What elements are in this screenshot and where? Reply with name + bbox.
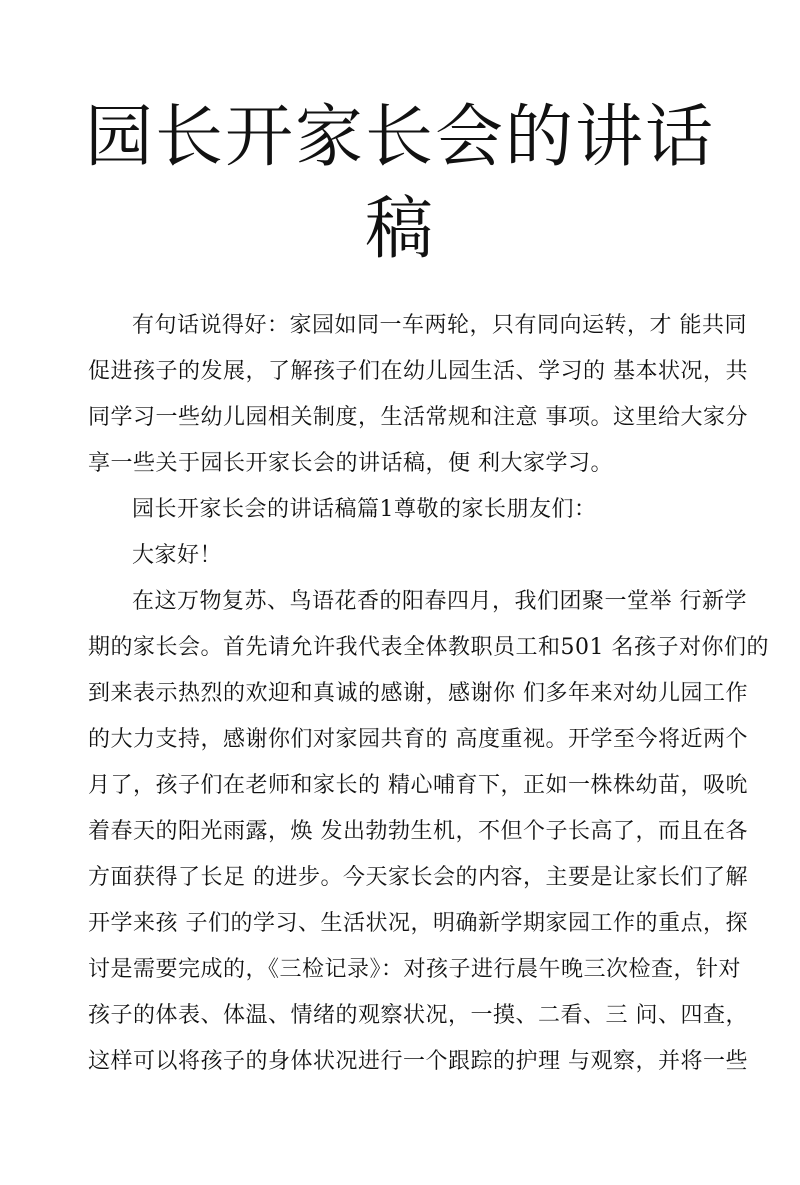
text-line: 孩子的体表、体温、情绪的观察状况，一摸、二看、三 问、四查，	[88, 1003, 748, 1028]
title-line-2: 稿	[364, 190, 435, 269]
text-line: 的大力支持，感谢你们对家园共育的 高度重视。开学至今将近两个	[88, 727, 748, 752]
text-line: 讨是需要完成的，《三检记录》：对孩子进行晨午晚三次检查，针对	[88, 957, 742, 982]
text-line: 月了，孩子们在老师和家长的 精心哺育下，正如一株株幼苗，吸吮	[88, 773, 748, 798]
text-line: 有句话说得好：家园如同一车两轮，只有同向运转，才 能共同	[132, 313, 747, 338]
text-line: 园长开家长会的讲话稿篇1尊敬的家长朋友们：	[132, 497, 597, 522]
document-body	[88, 303, 769, 1085]
text-line: 享一些关于园长开家长会的讲话稿，便 利大家学习。	[88, 451, 613, 476]
document-title	[0, 92, 800, 276]
text-line: 开学来孩 子们的学习、生活状况，明确新学期家园工作的重点，探	[88, 911, 748, 936]
text-line: 方面获得了长足 的进步。今天家长会的内容，主要是让家长们了解	[88, 865, 748, 890]
text-line: 到来表示热烈的欢迎和真诚的感谢，感谢你 们多年来对幼儿园工作	[88, 681, 748, 706]
title-line-1: 园长开家长会的讲话	[84, 98, 715, 177]
text-line: 着春天的阳光雨露，焕 发出勃勃生机，不但个子长高了，而且在各	[88, 819, 748, 844]
text-line: 这样可以将孩子的身体状况进行一个跟踪的护理 与观察，并将一些	[88, 1049, 748, 1074]
text-line: 在这万物复苏、鸟语花香的阳春四月，我们团聚一堂举 行新学	[132, 589, 747, 614]
text-line: 期的家长会。首先请允许我代表全体教职员工和501 名孩子对你们的	[88, 635, 769, 660]
text-line: 大家好！	[132, 543, 223, 568]
text-line: 促进孩子的发展，了解孩子们在幼儿园生活、学习的 基本状况，共	[88, 359, 748, 384]
text-line: 同学习一些幼儿园相关制度，生活常规和注意 事项。这里给大家分	[88, 405, 748, 430]
